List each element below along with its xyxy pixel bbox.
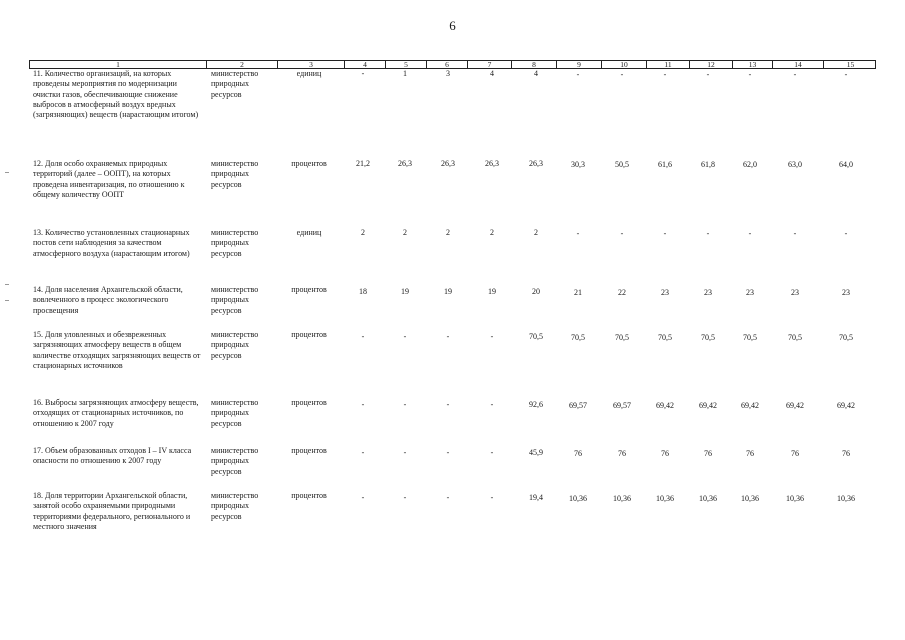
indicator-name: 15. Доля уловленных и обезвреженных загрязняющих атмосферу веществ в общем количестве отходящих загрязняющих веществ от стационарных источников xyxy=(33,330,201,370)
year-value: 76 xyxy=(791,449,799,458)
responsible-ministry: министерство природных ресурсов xyxy=(211,491,259,521)
year-value: - xyxy=(620,70,624,79)
year-value: - xyxy=(490,493,494,502)
year-value: 64,0 xyxy=(839,160,853,169)
indicator-name: 17. Объем образованных отходов I – IV класса опасности по отношению к 2007 году xyxy=(33,446,192,466)
year-value: 76 xyxy=(661,449,669,458)
year-value: 10,36 xyxy=(656,494,674,503)
year-value: 69,42 xyxy=(786,401,804,410)
table-header-row xyxy=(29,60,876,69)
unit-of-measure: процентов xyxy=(291,285,327,294)
responsible-ministry: министерство природных ресурсов xyxy=(211,159,259,189)
year-value: - xyxy=(793,70,797,79)
indicator-name: 18. Доля территории Архангельской области, занятой особо охраняемыми природными территориями федерального, регионального и местного значения xyxy=(33,491,191,531)
indicator-name: 13. Количество установленных стационарных постов сети наблюдения за качеством атмосферного воздуха (нарастающим итогом) xyxy=(33,228,190,258)
header-col-8: 8 xyxy=(511,61,556,68)
year-value: - xyxy=(446,493,450,502)
year-value: 76 xyxy=(574,449,582,458)
year-value: 76 xyxy=(618,449,626,458)
header-col-4: 4 xyxy=(344,61,385,68)
responsible-ministry: министерство природных ресурсов xyxy=(211,285,259,315)
header-col-10: 10 xyxy=(601,61,646,68)
margin-mark xyxy=(5,300,9,301)
indicator-name: 14. Доля населения Архангельской области, вовлеченного в процесс экологического просвещения xyxy=(33,285,183,315)
margin-mark xyxy=(5,284,9,285)
year-value: 19 xyxy=(444,287,452,296)
year-value: - xyxy=(490,332,494,341)
year-value: 69,57 xyxy=(569,401,587,410)
year-value: - xyxy=(793,229,797,238)
unit-of-measure: единиц xyxy=(296,69,322,78)
year-value: 63,0 xyxy=(788,160,802,169)
year-value: - xyxy=(490,400,494,409)
year-value: 21,2 xyxy=(356,159,370,168)
year-value: - xyxy=(403,400,407,409)
year-value: - xyxy=(844,70,848,79)
year-value: 50,5 xyxy=(615,160,629,169)
year-value: - xyxy=(446,332,450,341)
header-col-6: 6 xyxy=(426,61,467,68)
year-value: 45,9 xyxy=(529,448,543,457)
year-value: 10,36 xyxy=(837,494,855,503)
year-value: - xyxy=(361,448,365,457)
year-value: 23 xyxy=(746,288,754,297)
year-value: 2 xyxy=(361,228,365,237)
unit-of-measure: процентов xyxy=(291,398,327,407)
year-value: 76 xyxy=(746,449,754,458)
header-col-2: 2 xyxy=(206,61,277,68)
year-value: 69,42 xyxy=(656,401,674,410)
year-value: 70,5 xyxy=(529,332,543,341)
header-col-12: 12 xyxy=(689,61,732,68)
margin-mark xyxy=(5,172,9,173)
year-value: - xyxy=(663,70,667,79)
year-value: 4 xyxy=(534,69,538,78)
year-value: 70,5 xyxy=(743,333,757,342)
year-value: 70,5 xyxy=(701,333,715,342)
year-value: - xyxy=(844,229,848,238)
header-col-3: 3 xyxy=(277,61,344,68)
year-value: 69,42 xyxy=(741,401,759,410)
year-value: 19 xyxy=(488,287,496,296)
header-col-7: 7 xyxy=(467,61,511,68)
year-value: 61,6 xyxy=(658,160,672,169)
year-value: - xyxy=(620,229,624,238)
year-value: - xyxy=(361,332,365,341)
header-col-15: 15 xyxy=(823,61,877,68)
indicator-name: 12. Доля особо охраняемых природных территорий (далее – ООПТ), на которых проведена инвентаризация, по отношению к общему количеству ООПТ xyxy=(33,159,185,199)
year-value: 2 xyxy=(446,228,450,237)
year-value: - xyxy=(706,229,710,238)
year-value: 23 xyxy=(791,288,799,297)
indicator-name: 11. Количество организаций, на которых проведены мероприятия по модернизации очистки газов, обеспечивающие снижение выбросов в атмосферный воздух вредных (загрязняющих) веществ (нарастающим итогом) xyxy=(33,69,199,120)
responsible-ministry: министерство природных ресурсов xyxy=(211,330,259,360)
year-value: 23 xyxy=(704,288,712,297)
year-value: 10,36 xyxy=(699,494,717,503)
year-value: 26,3 xyxy=(485,159,499,168)
year-value: 10,36 xyxy=(741,494,759,503)
year-value: 92,6 xyxy=(529,400,543,409)
responsible-ministry: министерство природных ресурсов xyxy=(211,228,259,258)
year-value: 3 xyxy=(446,69,450,78)
year-value: - xyxy=(706,70,710,79)
year-value: 70,5 xyxy=(788,333,802,342)
year-value: 70,5 xyxy=(571,333,585,342)
year-value: - xyxy=(361,400,365,409)
year-value: 23 xyxy=(661,288,669,297)
responsible-ministry: министерство природных ресурсов xyxy=(211,398,259,428)
header-col-9: 9 xyxy=(556,61,601,68)
year-value: 10,36 xyxy=(613,494,631,503)
year-value: 10,36 xyxy=(569,494,587,503)
header-col-11: 11 xyxy=(646,61,689,68)
year-value: 2 xyxy=(534,228,538,237)
year-value: 4 xyxy=(490,69,494,78)
responsible-ministry: министерство природных ресурсов xyxy=(211,446,259,476)
year-value: 70,5 xyxy=(839,333,853,342)
responsible-ministry: министерство природных ресурсов xyxy=(211,69,259,99)
year-value: 76 xyxy=(842,449,850,458)
year-value: - xyxy=(663,229,667,238)
year-value: 20 xyxy=(532,287,540,296)
year-value: 26,3 xyxy=(398,159,412,168)
year-value: 30,3 xyxy=(571,160,585,169)
year-value: - xyxy=(748,70,752,79)
indicator-name: 16. Выбросы загрязняющих атмосферу веществ, отходящих от стационарных источников, по отношению к 2007 году xyxy=(33,398,199,428)
year-value: 76 xyxy=(704,449,712,458)
unit-of-measure: процентов xyxy=(291,491,327,500)
year-value: - xyxy=(748,229,752,238)
header-col-5: 5 xyxy=(385,61,426,68)
year-value: 19 xyxy=(401,287,409,296)
year-value: - xyxy=(490,448,494,457)
year-value: 22 xyxy=(618,288,626,297)
year-value: - xyxy=(446,448,450,457)
year-value: - xyxy=(403,448,407,457)
year-value: - xyxy=(576,70,580,79)
year-value: 69,42 xyxy=(699,401,717,410)
year-value: 26,3 xyxy=(441,159,455,168)
year-value: 61,8 xyxy=(701,160,715,169)
year-value: 23 xyxy=(842,288,850,297)
year-value: 70,5 xyxy=(658,333,672,342)
year-value: 10,36 xyxy=(786,494,804,503)
unit-of-measure: процентов xyxy=(291,159,327,168)
year-value: - xyxy=(403,493,407,502)
year-value: 1 xyxy=(403,69,407,78)
year-value: 69,57 xyxy=(613,401,631,410)
year-value: 2 xyxy=(403,228,407,237)
unit-of-measure: процентов xyxy=(291,330,327,339)
year-value: 18 xyxy=(359,287,367,296)
header-col-14: 14 xyxy=(772,61,823,68)
year-value: 62,0 xyxy=(743,160,757,169)
year-value: 2 xyxy=(490,228,494,237)
page-number: 6 xyxy=(449,18,456,33)
unit-of-measure: процентов xyxy=(291,446,327,455)
year-value: - xyxy=(403,332,407,341)
year-value: - xyxy=(576,229,580,238)
year-value: 70,5 xyxy=(615,333,629,342)
year-value: 69,42 xyxy=(837,401,855,410)
year-value: 26,3 xyxy=(529,159,543,168)
year-value: - xyxy=(361,493,365,502)
header-col-13: 13 xyxy=(732,61,772,68)
year-value: - xyxy=(446,400,450,409)
year-value: 21 xyxy=(574,288,582,297)
header-col-1: 1 xyxy=(116,60,120,69)
year-value: - xyxy=(361,69,365,78)
year-value: 19,4 xyxy=(529,493,543,502)
unit-of-measure: единиц xyxy=(296,228,322,237)
